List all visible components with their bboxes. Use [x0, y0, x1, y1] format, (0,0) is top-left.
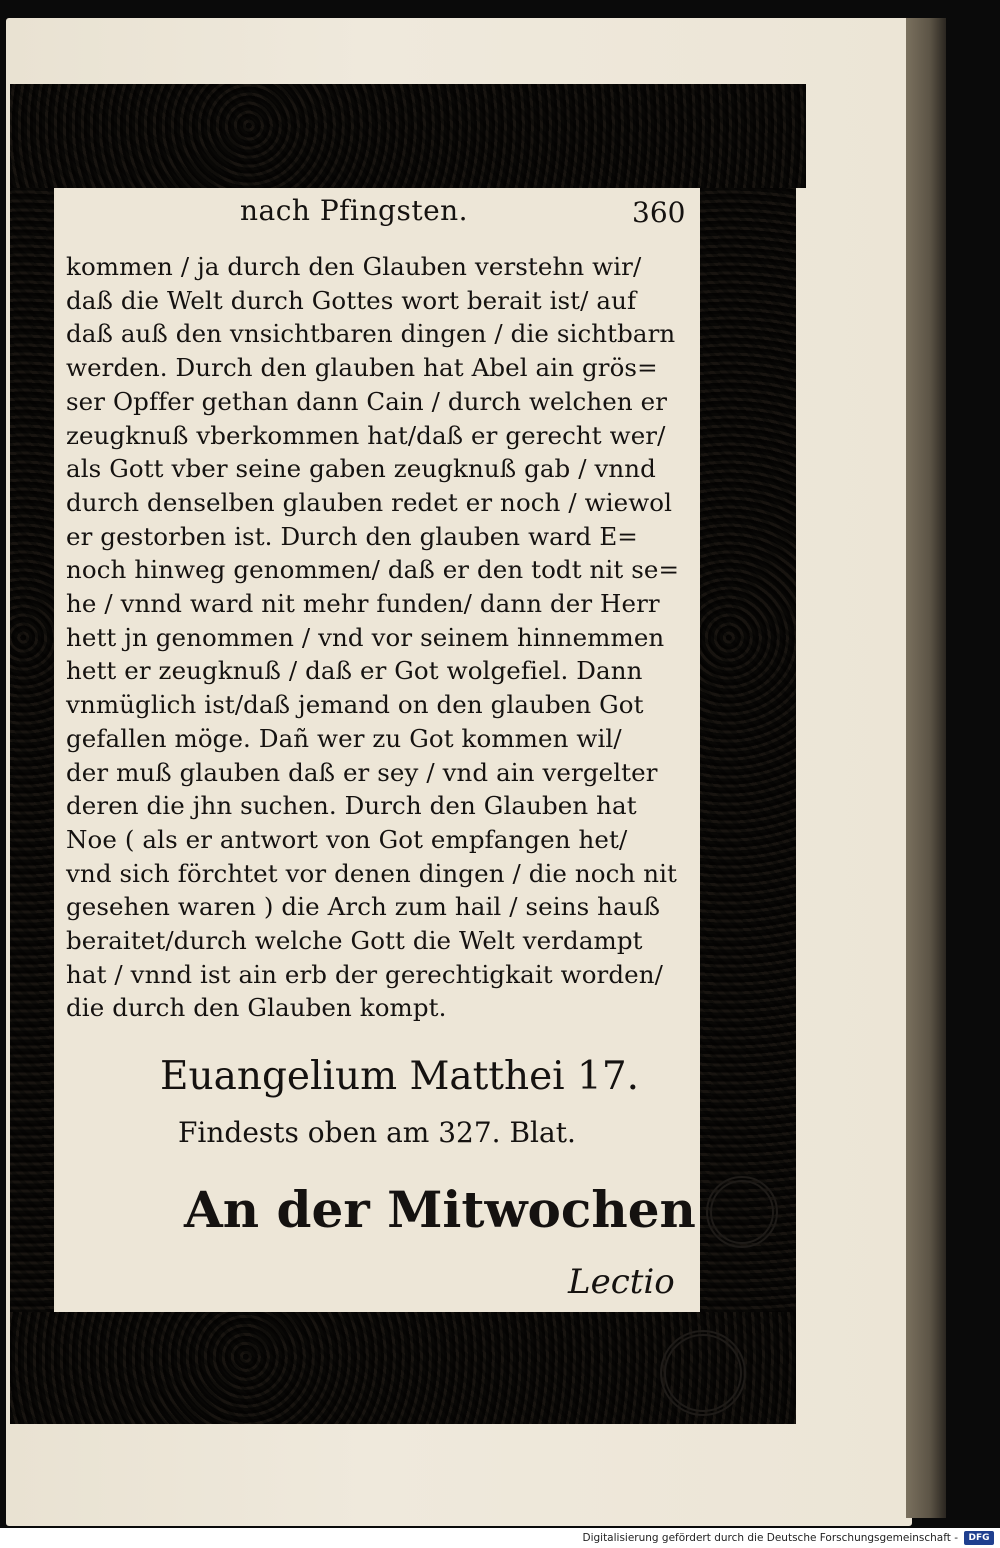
body-line: gefallen möge. Dañ wer zu Got kommen wil/ [66, 723, 622, 753]
body-line: beraitet/durch welche Gott die Welt verdampt [66, 926, 643, 956]
body-line: kommen / ja durch den Glauben verstehn wir/ [66, 252, 642, 281]
woodcut-border-right [700, 188, 796, 1312]
body-line: werden. Durch den glauben hat Abel ain grös= [66, 353, 658, 383]
body-line: he / vnnd ward nit mehr funden/ dann der Herr [66, 589, 660, 619]
gospel-reference: Findests oben am 327. Blat. [178, 1116, 576, 1149]
body-text [66, 250, 698, 1025]
body-line: deren die jhn suchen. Durch den Glauben hat [66, 791, 637, 821]
body-line: durch denselben glauben redet er noch / wiewol [66, 487, 673, 517]
body-line: die durch den Glauben kompt. [66, 993, 447, 1023]
body-line: daß auß den vnsichtbaren dingen / die sichtbarn [66, 319, 676, 349]
body-line: daß die Welt durch Gottes wort berait ist/ auf [66, 285, 637, 315]
body-line: er gestorben ist. Durch den glauben ward E= [66, 521, 638, 551]
page-number: 360 [632, 196, 686, 229]
woodcut-border-top [10, 84, 806, 188]
border-spiral-ornament [660, 1330, 746, 1416]
body-line: hett er zeugknuß / daß er Got wolgefiel. Dann [66, 656, 643, 686]
border-spiral-ornament [706, 1176, 778, 1248]
body-line: als Gott vber seine gaben zeugknuß gab / vnnd [66, 454, 656, 484]
body-line: ser Opffer gethan dann Cain / durch welchen er [66, 386, 668, 416]
body-line: Noe ( als er antwort von Got empfangen het/ [66, 824, 628, 854]
body-line: gesehen waren ) die Arch zum hail / seins hauß [66, 892, 661, 922]
body-line: vnd sich förchtet vor denen dingen / die noch nit [66, 858, 677, 888]
body-line: noch hinweg genommen/ daß er den todt nit se= [66, 555, 680, 585]
body-line: hett jn genommen / vnd vor seinem hinnemmen [66, 622, 665, 652]
body-line: zeugknuß vberkommen hat/daß er gerecht wer/ [66, 420, 666, 450]
woodcut-border-left [10, 188, 54, 1312]
gospel-heading: Euangelium Matthei 17. [160, 1054, 640, 1099]
body-line: vnmüglich ist/daß jemand on den glauben Got [66, 690, 644, 720]
day-heading: An der Mitwochen [184, 1180, 696, 1239]
dfg-logo: DFG [964, 1531, 994, 1545]
page-edge [906, 18, 946, 1518]
digitization-credit: Digitalisierung gefördert durch die Deutsche Forschungsgemeinschaft - [582, 1532, 958, 1544]
body-line: hat / vnnd ist ain erb der gerechtigkait worden/ [66, 959, 663, 989]
body-line: der muß glauben daß er sey / vnd ain vergelter [66, 757, 658, 787]
catchword: Lectio [568, 1262, 675, 1302]
running-head: nach Pfingsten. [240, 194, 469, 227]
